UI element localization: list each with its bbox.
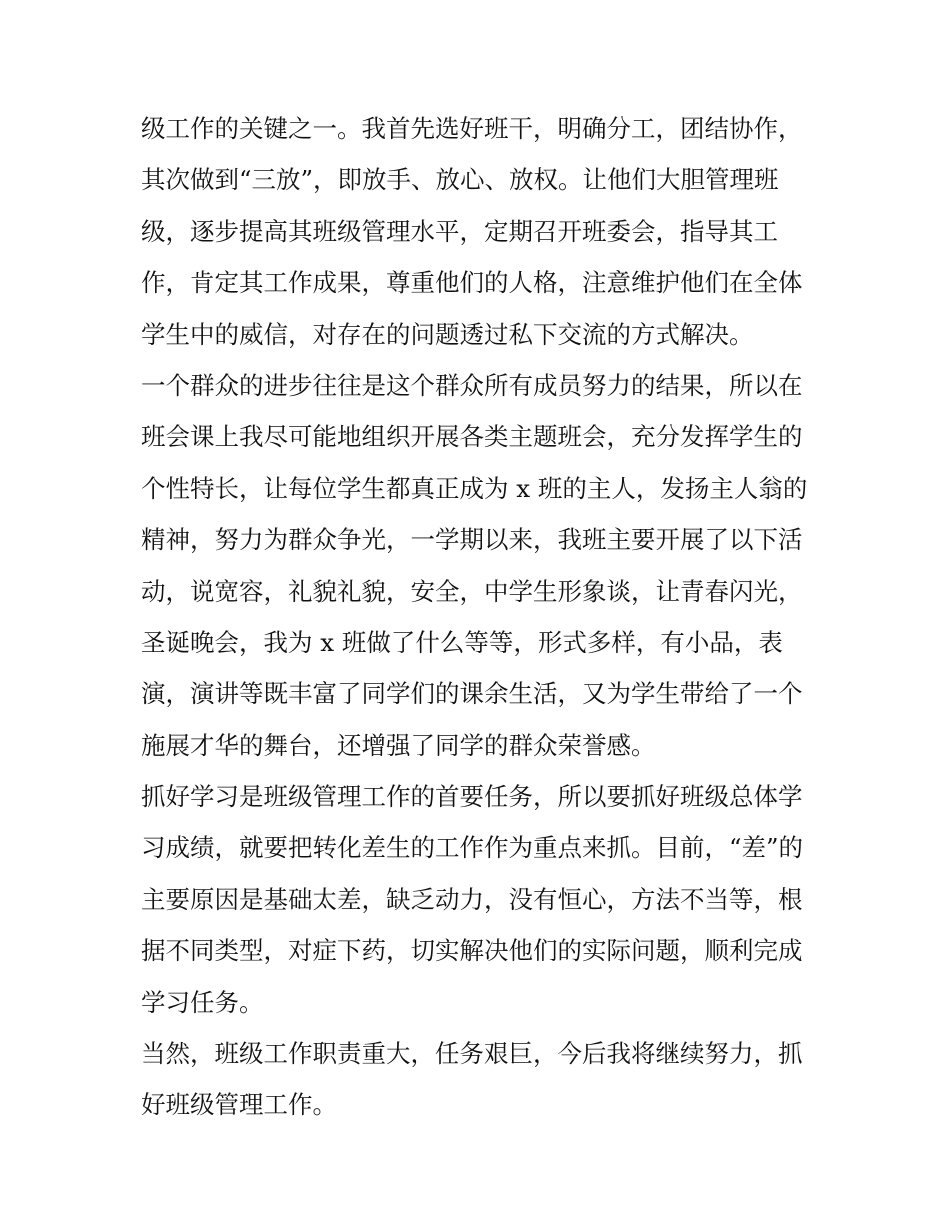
- text-line: 当然，班级工作职责重大，任务艰巨，今后我将继续努力，抓: [141, 1039, 803, 1069]
- document-body: [141, 103, 821, 1131]
- text-line: 一个群众的进步往往是这个群众所有成员努力的结果，所以在: [141, 370, 803, 400]
- text-line: 级，逐步提高其班级管理水平，定期召开班委会，指导其工: [141, 216, 778, 246]
- text-line: 施展才华的舞台，还增强了同学的群众荣誉感。: [141, 730, 656, 760]
- text-line: 据不同类型，对症下药，切实解决他们的实际问题，顺利完成: [141, 936, 803, 966]
- paragraph-class-cadres: [141, 103, 821, 360]
- text-line: 习成绩，就要把转化差生的工作作为重点来抓。目前，“差”的: [141, 833, 804, 863]
- text-line: 作，肯定其工作成果，尊重他们的人格，注意维护他们在全体: [141, 268, 803, 298]
- text-line: 好班级管理工作。: [141, 1090, 337, 1120]
- text-line: 演，演讲等既丰富了同学们的课余生活，又为学生带给了一个: [141, 679, 803, 709]
- text-line: 抓好学习是班级管理工作的首要任务，所以要抓好班级总体学: [141, 782, 803, 812]
- text-line: 精神，努力为群众争光，一学期以来，我班主要开展了以下活: [141, 525, 803, 555]
- text-line: 个性特长，让每位学生都真正成为 x 班的主人，发扬主人翁的: [141, 473, 808, 503]
- text-line: 学习任务。: [141, 987, 264, 1017]
- text-line: 其次做到“三放”，即放手、放心、放权。让他们大胆管理班: [141, 165, 779, 195]
- text-line: 级工作的关键之一。我首先选好班干，明确分工，团结协作，: [141, 114, 803, 143]
- text-line: 圣诞晚会，我为 x 班做了什么等等，形式多样，有小品，表: [141, 627, 783, 657]
- text-line: 学生中的威信，对存在的问题透过私下交流的方式解决。: [141, 319, 754, 349]
- text-line: 班会课上我尽可能地组织开展各类主题班会，充分发挥学生的: [141, 422, 803, 452]
- paragraph-class-activities: [141, 360, 821, 771]
- paragraph-study-management: [141, 771, 821, 1028]
- text-line: 动，说宽容，礼貌礼貌，安全，中学生形象谈，让青春闪光，: [141, 576, 803, 606]
- paragraph-conclusion: [141, 1028, 821, 1131]
- text-line: 主要原因是基础太差，缺乏动力，没有恒心，方法不当等，根: [141, 884, 803, 914]
